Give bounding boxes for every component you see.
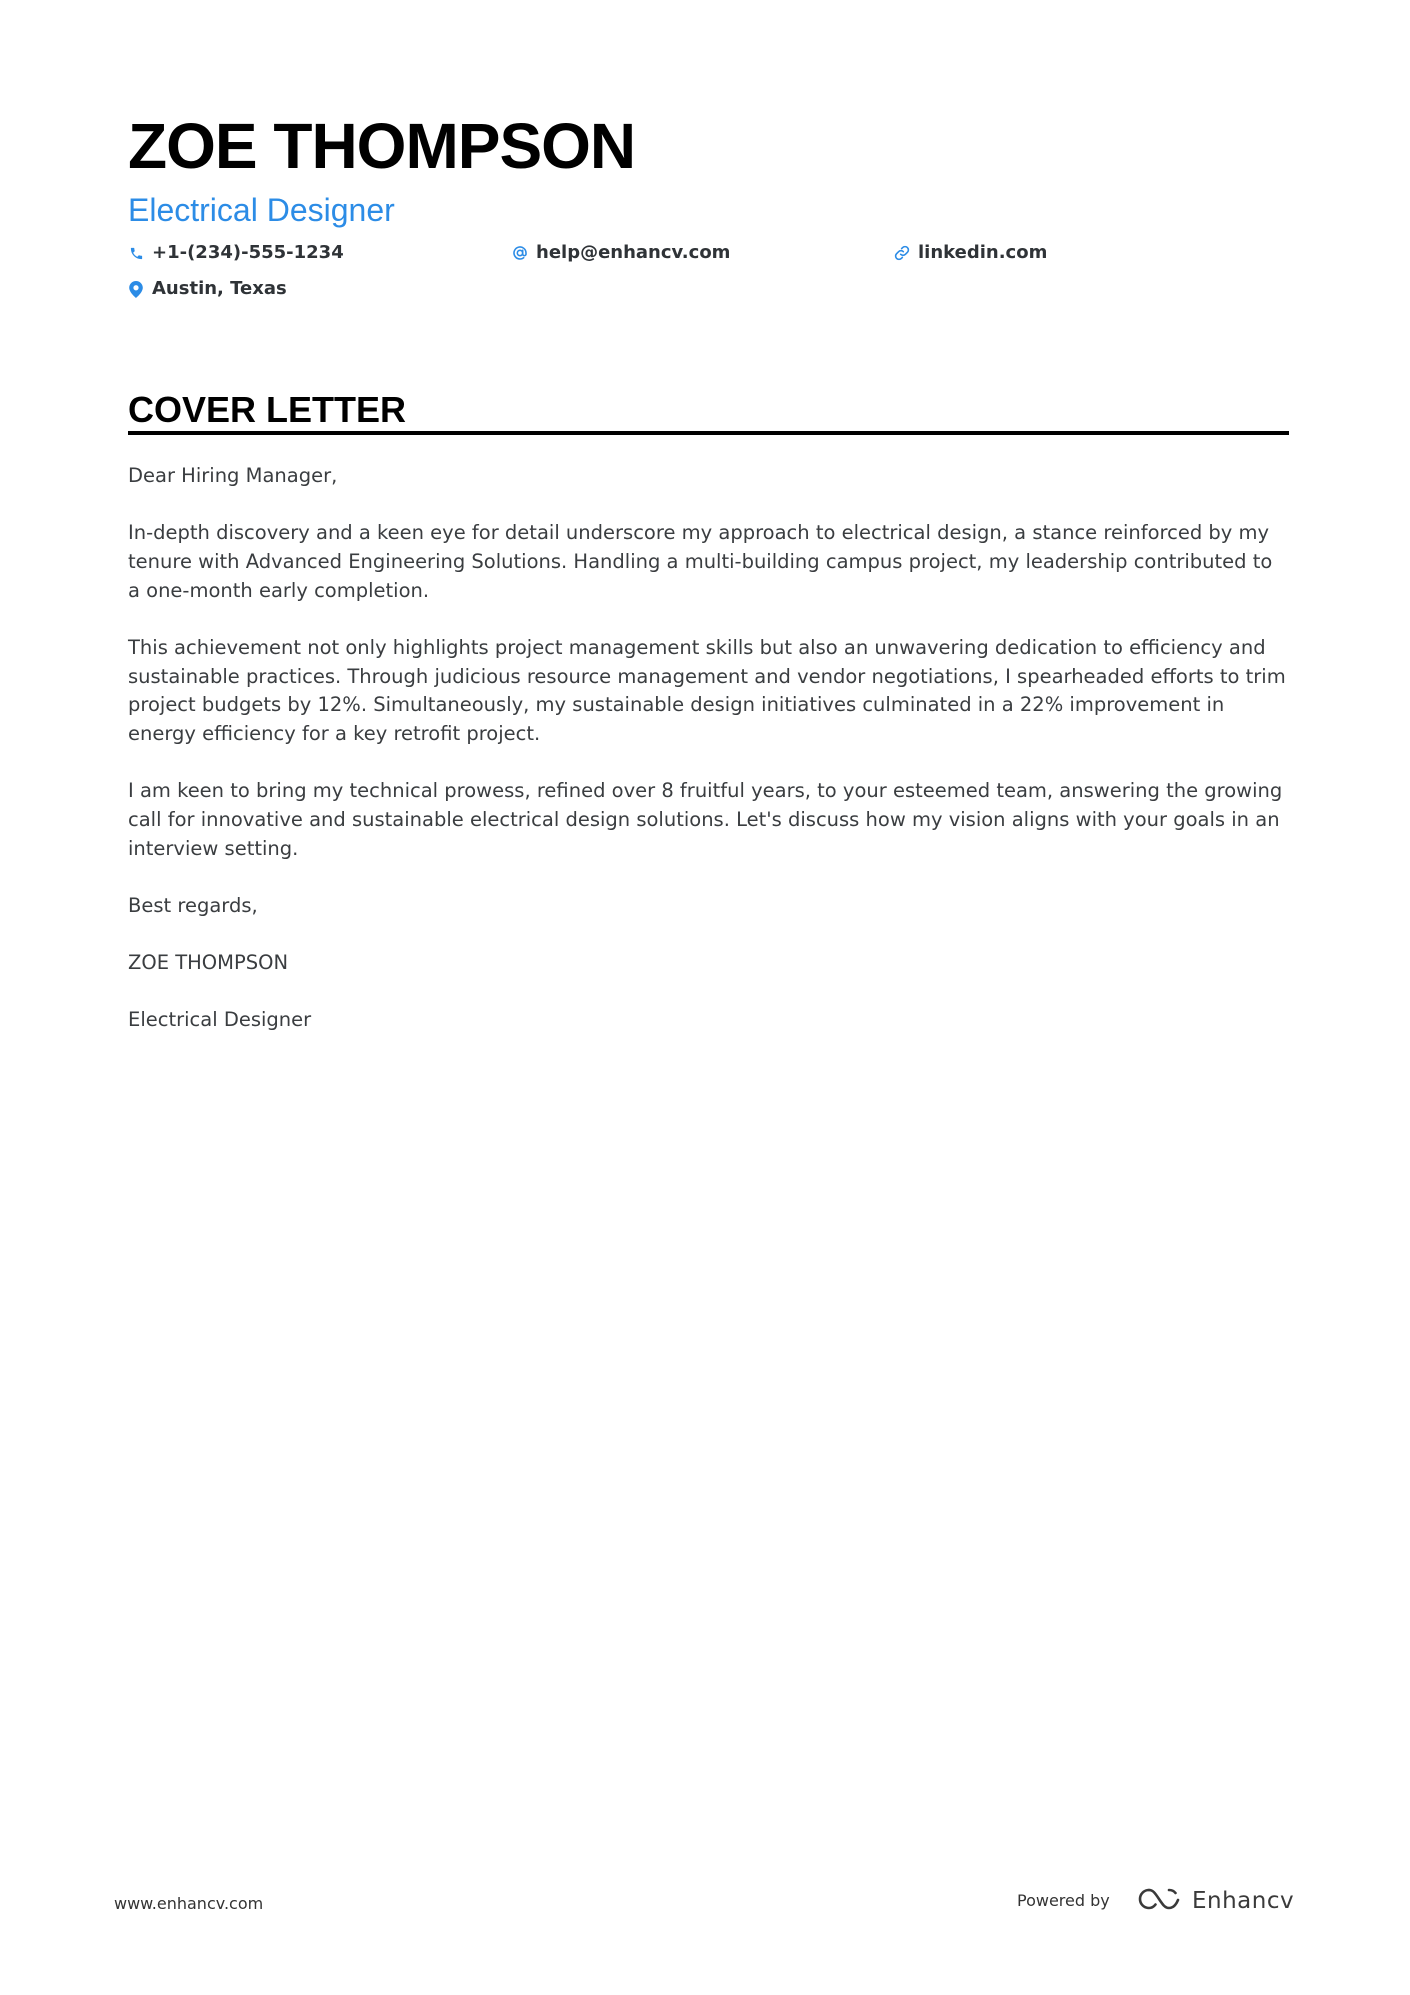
contact-link-text[interactable]: linkedin.com [918,242,1048,263]
phone-icon [128,244,144,262]
letter-paragraph: In-depth discovery and a keen eye for detail underscore my approach to electrical design, a stance reinforced by my tenure with Advanced Engineering Solutions. Handling a multi-building campus project, my leadership contributed to a one-month early completion. [128,521,1273,602]
letter-greeting: Dear Hiring Manager, [128,464,338,487]
contact-location [128,277,287,301]
powered-by-label: Powered by [1017,1891,1110,1910]
contact-link [894,241,1047,265]
contact-phone-text: +1-(234)-555-1234 [152,242,344,263]
location-pin-icon [128,280,144,298]
link-icon [894,244,910,262]
enhancv-mark-icon [1136,1886,1182,1916]
letter-paragraph: This achievement not only highlights project management skills but also an unwavering dedication to efficiency and sustainable practices. Through judicious resource management and vendor negotiations, I spearheaded efforts to trim project budgets by 12%. Simultaneously, my sustainable design initiatives culminated in a 22% improvement in energy efficiency for a key retrofit project. [128,635,1286,745]
section-divider [128,431,1289,435]
signature-name: ZOE THOMPSON [128,950,289,974]
at-icon [512,244,528,262]
enhancv-logo[interactable] [1136,1886,1294,1916]
section-title: COVER LETTER [128,389,407,430]
enhancv-brand-name: Enhancv [1192,1888,1295,1914]
contact-location-text: Austin, Texas [152,278,287,299]
contact-email [512,241,730,265]
contact-email-text[interactable]: help@enhancv.com [536,242,731,263]
candidate-name: ZOE THOMPSON [128,110,636,182]
letter-paragraph: I am keen to bring my technical prowess, refined over 8 fruitful years, to your esteemed team, answering the growing call for innovative and sustainable electrical design solutions. Let's discuss how my vision aligns with your goals in an interview setting. [128,779,1283,860]
letter-closing: Best regards, [128,893,258,917]
letter-body [128,462,1290,1063]
signature-title: Electrical Designer [128,1008,312,1032]
contact-phone [128,241,344,265]
footer-url[interactable]: www.enhancv.com [114,1894,264,1913]
candidate-title: Electrical Designer [128,192,395,228]
